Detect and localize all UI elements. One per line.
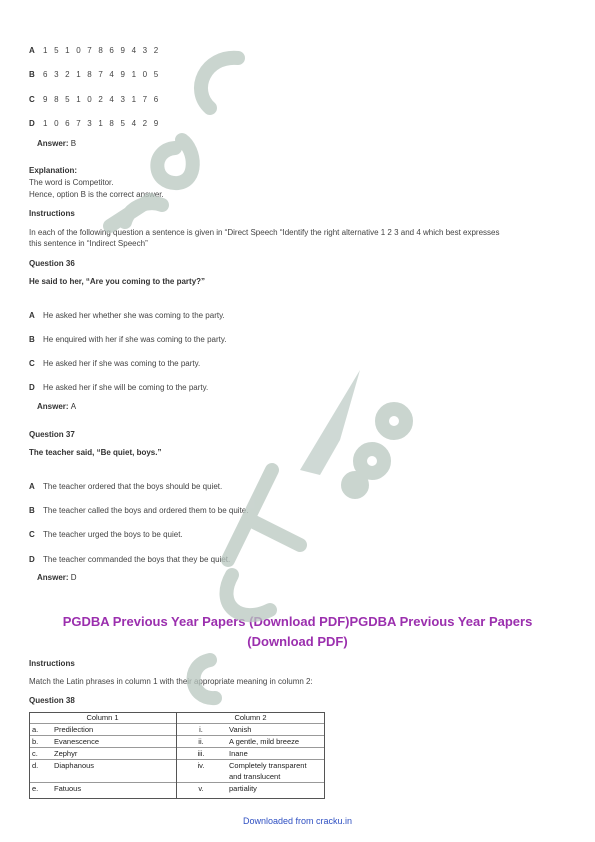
row-numeral: iv. bbox=[197, 761, 205, 770]
column-2-cell: partiality bbox=[229, 784, 257, 793]
table-row bbox=[29, 760, 325, 772]
option-letter: A bbox=[29, 482, 35, 491]
promo-line-1: PGDBA Previous Year Papers (Download PDF)PGDBA Previous Year Papers bbox=[62, 614, 533, 629]
column-1-cell: Fatuous bbox=[54, 784, 82, 793]
q36-option-a[interactable] bbox=[29, 311, 225, 320]
q36-prompt: He said to her, “Are you coming to the party?” bbox=[29, 277, 206, 286]
column-2-cell: Completely transparent bbox=[229, 761, 307, 770]
column-2-cell: Vanish bbox=[226, 724, 325, 736]
column-2-cell: and translucent bbox=[226, 771, 325, 783]
row-numeral: iii. bbox=[176, 748, 226, 760]
watermark-ring-2 bbox=[360, 449, 384, 473]
q35-option-c[interactable] bbox=[29, 95, 160, 104]
row-letter: e. bbox=[32, 784, 39, 793]
column-1-cell bbox=[51, 771, 176, 783]
instructions-line-2: this sentence in “Indirect Speech” bbox=[29, 239, 148, 248]
instructions-heading: Instructions bbox=[29, 209, 75, 218]
q35-explanation-line-1: The word is Competitor. bbox=[29, 178, 114, 187]
column-1-cell: Predilection bbox=[51, 724, 176, 736]
q36-number: Question 36 bbox=[29, 259, 75, 268]
answer-label: Answer: bbox=[37, 573, 69, 582]
q35-option-a[interactable] bbox=[29, 46, 160, 55]
q35-explanation-heading: Explanation: bbox=[29, 166, 78, 175]
option-letter: D bbox=[29, 555, 35, 564]
row-letter: b. bbox=[29, 736, 51, 748]
instructions-2-heading: Instructions bbox=[29, 659, 75, 668]
row-numeral bbox=[176, 771, 226, 783]
option-letter: D bbox=[29, 383, 35, 392]
table-row bbox=[29, 736, 325, 748]
q36-answer bbox=[37, 402, 76, 411]
q36-option-b[interactable] bbox=[29, 335, 227, 344]
q36-option-c[interactable] bbox=[29, 359, 200, 368]
option-letter: A bbox=[29, 46, 35, 55]
option-text: He asked her if she was coming to the party. bbox=[43, 359, 201, 368]
q35-option-d[interactable] bbox=[29, 119, 160, 128]
row-letter bbox=[29, 771, 51, 783]
q35-option-b[interactable] bbox=[29, 70, 160, 79]
column-1-header: Column 1 bbox=[29, 712, 176, 724]
answer-value: A bbox=[70, 402, 77, 411]
option-text: 1 0 6 7 3 1 8 5 4 2 9 bbox=[43, 119, 161, 128]
option-text: The teacher urged the boys to be quiet. bbox=[43, 530, 183, 539]
q37-option-a[interactable] bbox=[29, 482, 222, 491]
q37-number: Question 37 bbox=[29, 430, 75, 439]
option-letter: B bbox=[29, 335, 35, 344]
answer-value: D bbox=[70, 573, 77, 582]
download-source-link[interactable]: Downloaded from cracku.in bbox=[242, 816, 353, 826]
promo-line-2: (Download PDF) bbox=[247, 634, 348, 649]
answer-value: B bbox=[70, 139, 77, 148]
column-2-header: Column 2 bbox=[176, 712, 325, 724]
q37-prompt: The teacher said, “Be quiet, boys.” bbox=[29, 448, 162, 457]
table-row bbox=[29, 748, 325, 760]
watermark-letter-k bbox=[228, 470, 300, 560]
watermark-ring-1 bbox=[382, 409, 406, 433]
watermark-ring-3 bbox=[348, 478, 362, 492]
matching-table bbox=[29, 712, 325, 794]
q36-option-d[interactable] bbox=[29, 383, 208, 392]
q35-explanation-line-2: Hence, option B is the correct answer. bbox=[29, 190, 164, 199]
row-letter: a. bbox=[29, 724, 51, 736]
instructions-2-text: Match the Latin phrases in column 1 with their appropriate meaning in column 2: bbox=[29, 677, 313, 686]
q37-option-b[interactable] bbox=[29, 506, 248, 515]
previous-year-papers-link[interactable] bbox=[40, 612, 555, 652]
instructions-line-1: In each of the following question a sentence is given in “Direct Speech “Identify the right alternative 1 2 3 and 4 which best expresses bbox=[29, 228, 500, 237]
option-letter: C bbox=[29, 95, 35, 104]
table-row bbox=[29, 724, 325, 736]
answer-label: Answer: bbox=[37, 139, 69, 148]
watermark-letter-a bbox=[157, 140, 192, 183]
row-letter: c. bbox=[29, 748, 51, 760]
row-numeral: ii. bbox=[176, 736, 226, 748]
option-letter: C bbox=[29, 359, 35, 368]
table-header-row bbox=[29, 712, 325, 724]
answer-label: Answer: bbox=[37, 402, 69, 411]
option-text: The teacher commanded the boys that they be quiet. bbox=[43, 555, 231, 564]
table-row bbox=[29, 783, 325, 795]
q38-number: Question 38 bbox=[29, 696, 75, 705]
column-2-cell: A gentle, mild breeze bbox=[226, 736, 325, 748]
row-numeral: v. bbox=[198, 784, 204, 793]
option-letter: C bbox=[29, 530, 35, 539]
option-letter: A bbox=[29, 311, 35, 320]
option-text: The teacher ordered that the boys should be quiet. bbox=[43, 482, 223, 491]
q37-option-c[interactable] bbox=[29, 530, 183, 539]
watermark-pen-nib bbox=[300, 370, 360, 475]
row-numeral: i. bbox=[176, 724, 226, 736]
option-text: The teacher called the boys and ordered them to be quite. bbox=[43, 506, 249, 515]
watermark-letter-u bbox=[226, 575, 270, 615]
q37-answer bbox=[37, 573, 77, 582]
option-text: 1 5 1 0 7 8 6 9 4 3 2 bbox=[43, 46, 161, 55]
watermark-letter-r bbox=[110, 200, 162, 226]
option-text: 6 3 2 1 8 7 4 9 1 0 5 bbox=[43, 70, 161, 79]
option-letter: B bbox=[29, 70, 35, 79]
column-1-cell: Diaphanous bbox=[54, 761, 95, 770]
row-letter: d. bbox=[32, 761, 39, 770]
option-text: He enquired with her if she was coming to the party. bbox=[43, 335, 227, 344]
watermark-letter-c-1 bbox=[201, 58, 238, 108]
column-1-cell: Evanescence bbox=[51, 736, 176, 748]
column-2-cell: Inane bbox=[226, 748, 325, 760]
option-text: He asked her whether she was coming to the party. bbox=[43, 311, 225, 320]
option-text: 9 8 5 1 0 2 4 3 1 7 6 bbox=[43, 95, 161, 104]
table-row bbox=[29, 771, 325, 783]
column-1-cell: Zephyr bbox=[51, 748, 176, 760]
option-letter: B bbox=[29, 506, 35, 515]
q35-answer bbox=[37, 139, 76, 148]
option-letter: D bbox=[29, 119, 35, 128]
q37-option-d[interactable] bbox=[29, 555, 230, 564]
option-text: He asked her if she will be coming to the party. bbox=[43, 383, 209, 392]
